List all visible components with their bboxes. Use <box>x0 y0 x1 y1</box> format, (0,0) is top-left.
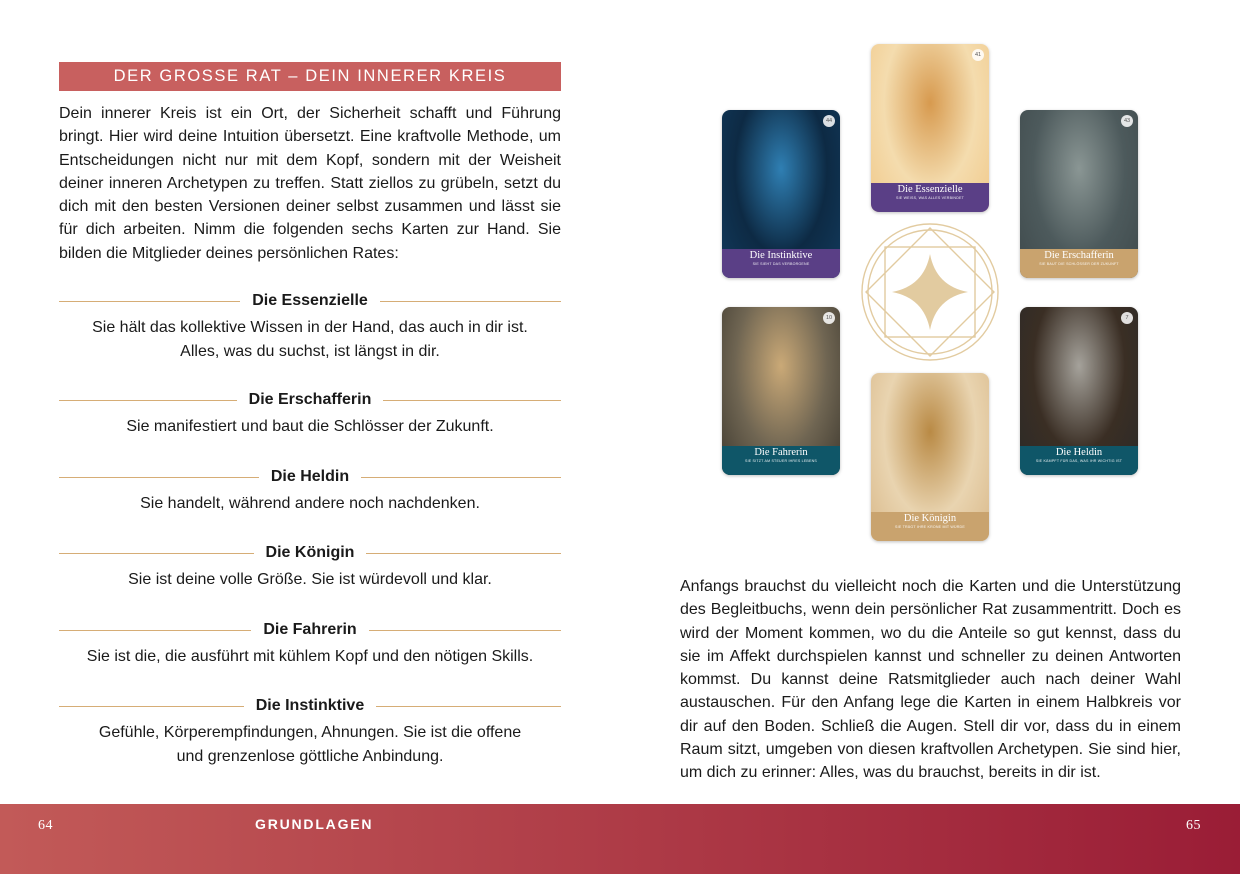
role-description <box>59 645 561 669</box>
card-nameplate <box>722 249 840 271</box>
card-nameplate <box>871 512 989 534</box>
role-description <box>59 568 561 592</box>
role-instinktive <box>59 695 561 768</box>
role-name: Die Essenzielle <box>240 292 380 309</box>
role-description-line: und grenzenlose göttliche Anbindung. <box>176 747 444 765</box>
card-number: 44 <box>823 115 835 127</box>
card-subtitle: SIE SITZT AM STEUER IHRES LEBENS <box>744 459 818 463</box>
page-number-left: 64 <box>38 818 53 833</box>
role-koenigin <box>59 542 561 592</box>
card-heldin <box>1020 307 1138 475</box>
card-footer <box>871 205 989 212</box>
card-subtitle: SIE SIEHT DAS VERBORGENE <box>752 262 810 266</box>
card-number: 41 <box>972 49 984 61</box>
role-heading <box>59 695 561 717</box>
card-subtitle: SIE WEISS, WAS ALLES VERBINDET <box>896 196 964 200</box>
footer-band <box>0 804 1240 874</box>
role-description <box>59 316 561 363</box>
card-nameplate <box>1020 446 1138 468</box>
role-heldin <box>59 466 561 516</box>
role-heading <box>59 389 561 411</box>
role-fahrerin <box>59 619 561 669</box>
running-head: GRUNDLAGEN <box>255 816 374 832</box>
card-number: 10 <box>823 312 835 324</box>
right-text: Anfangs brauchst du vielleicht noch die Karten und die Unterstützung des Begleitbuchs, wenn dein persönlicher Rat zusammentritt. Doch es wird der Moment kommen, wo du die Anteile so gut kennst, dass du sie im Affekt durchspielen kannst und schneller zu deinen Antworten kommst. Du kannst deine Ratsmitglieder auch nach deiner Wahl austauschen. Für den Anfang lege die Karten in einem Halbkreis vor dir auf den Boden. Schließ die Augen. Stell dir vor, dass du in einem Raum sitzt, umgeben von diesen kraftvollen Archetypen. Sie sind hier, um dich zu erinner: Alles, was du brauchst, bereits in dir ist. <box>680 578 1181 782</box>
card-subtitle: SIE TRÄGT IHRE KRONE MIT WÜRDE <box>895 525 965 529</box>
emblem-star <box>892 254 968 330</box>
role-description-line: Sie handelt, während andere noch nachdenken. <box>140 495 480 512</box>
card-footer <box>1020 271 1138 278</box>
card-name: Die Heldin <box>1055 447 1103 458</box>
role-name: Die Erschafferin <box>237 391 384 408</box>
card-name: Die Fahrerin <box>754 447 808 458</box>
role-description-line: Sie manifestiert und baut die Schlösser der Zukunft. <box>126 418 494 435</box>
role-description <box>59 721 561 768</box>
card-footer <box>871 534 989 541</box>
role-description-line: Alles, was du suchst, ist längst in dir. <box>180 342 440 360</box>
right-paragraph <box>680 575 1181 785</box>
page-number-right: 65 <box>1186 818 1201 833</box>
card-name: Die Essenzielle <box>897 184 963 195</box>
intro-text: Dein innerer Kreis ist ein Ort, der Sicherheit schafft und Führung bringt. Hier wird deine Intuition übersetzt. Eine kraftvolle Methode, um Entscheidungen nicht nur mit dem Kopf, sondern mit der Weisheit deiner inneren Archetypen zu treffen. Statt ziellos zu grübeln, setzt du dich mit den besten Versionen deiner selbst zusammen und lässt sie für dich arbeiten. Nimm die folgenden sechs Karten zur Hand. Sie bilden die Mitglieder deines persönlichen Rates: <box>59 105 561 262</box>
card-nameplate <box>871 183 989 205</box>
role-heading <box>59 619 561 641</box>
card-erschafferin <box>1020 110 1138 278</box>
sacred-geometry-emblem <box>860 222 1000 362</box>
role-description-line: Sie ist die, die ausführt mit kühlem Kopf und den nötigen Skills. <box>86 648 534 665</box>
role-description-line: Sie ist deine volle Größe. Sie ist würdevoll und klar. <box>128 571 492 588</box>
role-name: Die Königin <box>254 544 367 561</box>
card-number: 7 <box>1121 312 1133 324</box>
card-nameplate <box>722 446 840 468</box>
role-description <box>59 492 561 516</box>
role-name: Die Heldin <box>259 468 361 485</box>
role-name: Die Fahrerin <box>251 621 368 638</box>
card-footer <box>1020 468 1138 475</box>
card-instinktive <box>722 110 840 278</box>
role-essenzielle <box>59 290 561 363</box>
card-fahrerin <box>722 307 840 475</box>
role-description <box>59 415 561 439</box>
card-number: 43 <box>1121 115 1133 127</box>
card-name: Die Instinktive <box>749 250 813 261</box>
role-heading <box>59 542 561 564</box>
card-name: Die Erschafferin <box>1044 250 1114 261</box>
role-name: Die Instinktive <box>244 697 376 714</box>
card-name: Die Königin <box>903 513 957 524</box>
section-title: DER GROSSE RAT – DEIN INNERER KREIS <box>59 62 561 91</box>
card-essenzielle <box>871 44 989 212</box>
role-erschafferin <box>59 389 561 439</box>
role-heading <box>59 466 561 488</box>
left-page <box>0 0 620 804</box>
card-nameplate <box>1020 249 1138 271</box>
role-heading <box>59 290 561 312</box>
role-description-line: Sie hält das kollektive Wissen in der Hand, das auch in dir ist. <box>92 319 528 336</box>
card-footer <box>722 271 840 278</box>
intro-paragraph <box>59 102 561 265</box>
card-koenigin <box>871 373 989 541</box>
card-subtitle: SIE BAUT DIE SCHLÖSSER DER ZUKUNFT <box>1039 262 1119 266</box>
role-description-line: Gefühle, Körperempfindungen, Ahnungen. Sie ist die offene <box>98 724 522 741</box>
card-footer <box>722 468 840 475</box>
card-subtitle: SIE KÄMPFT FÜR DAS, WAS IHR WICHTIG IST <box>1035 459 1123 463</box>
